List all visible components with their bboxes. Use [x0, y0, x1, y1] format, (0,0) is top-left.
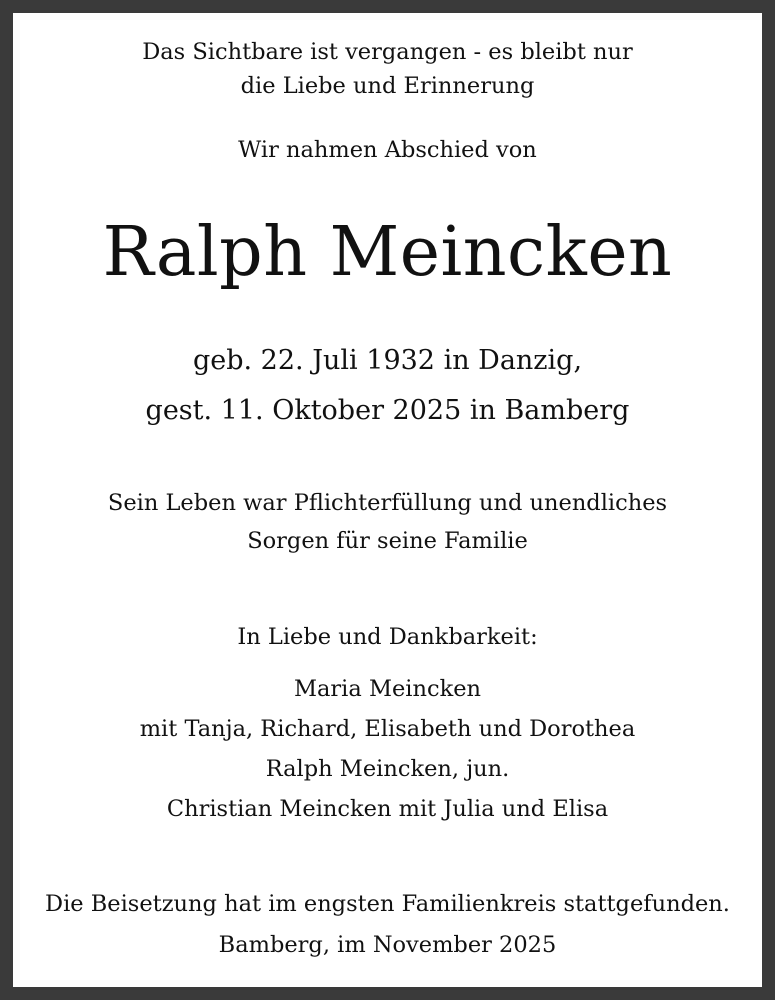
place-date: Bamberg, im November 2025 [218, 932, 557, 958]
mourner-name: mit Tanja, Richard, Elisabeth und Dorothea [139, 716, 636, 742]
mourner-name: Ralph Meincken, jun. [265, 756, 510, 782]
motto-line-1: Das Sichtbare ist vergangen - es bleibt nur [142, 39, 633, 65]
mourner-name: Christian Meincken mit Julia und Elisa [166, 796, 609, 822]
burial-note: Die Beisetzung hat im engsten Familienkreis stattgefunden. [45, 891, 730, 917]
birth-info: geb. 22. Juli 1932 in Danzig, [192, 345, 583, 376]
mourners-heading: In Liebe und Dankbarkeit: [237, 624, 538, 650]
intro-text: Wir nahmen Abschied von [238, 137, 537, 163]
deceased-name: Ralph Meincken [102, 213, 673, 292]
mourner-name: Maria Meincken [293, 676, 482, 702]
death-info: gest. 11. Oktober 2025 in Bamberg [145, 395, 630, 426]
tribute-line-1: Sein Leben war Pflichterfüllung und unendliches [107, 490, 668, 516]
motto-line-2: die Liebe und Erinnerung [240, 73, 535, 99]
tribute-line-2: Sorgen für seine Familie [247, 528, 528, 554]
